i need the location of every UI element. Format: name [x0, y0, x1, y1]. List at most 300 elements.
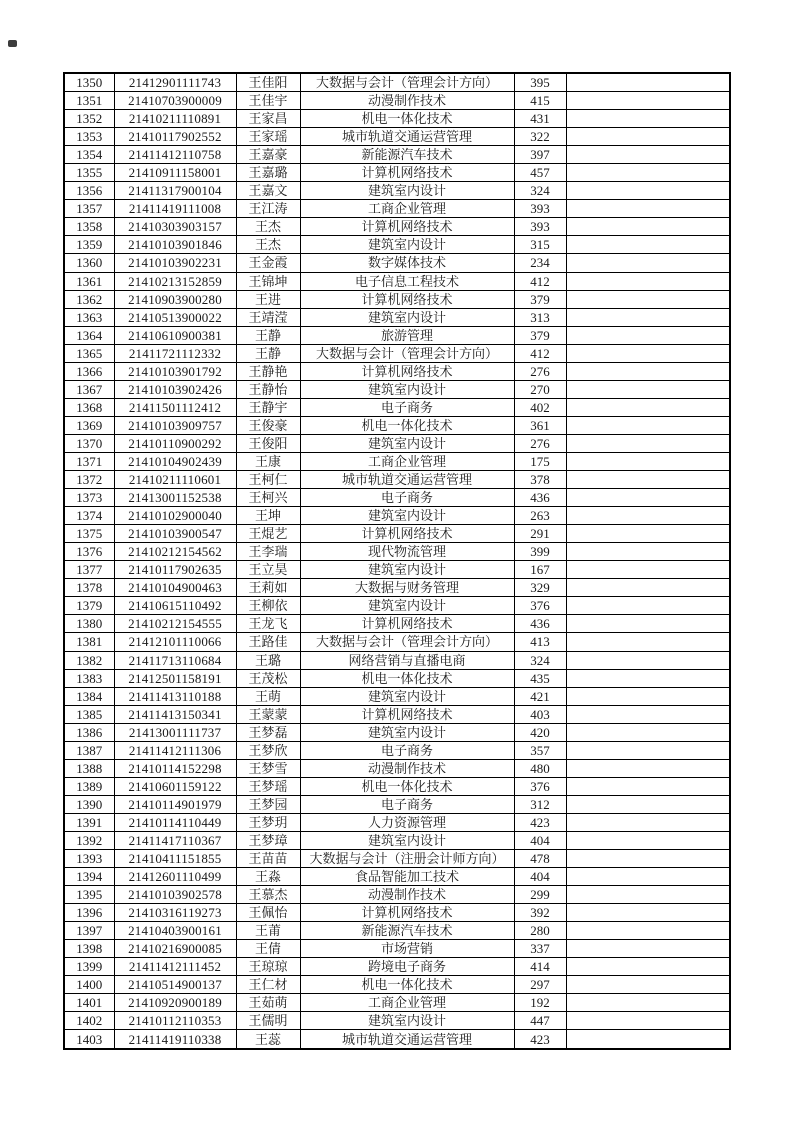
empty-cell — [566, 976, 730, 994]
table-row — [64, 561, 730, 579]
score-cell: 421 — [514, 687, 566, 705]
seq-cell: 1375 — [64, 525, 114, 543]
empty-cell — [566, 128, 730, 146]
name-cell: 王柳依 — [236, 597, 300, 615]
score-cell: 376 — [514, 777, 566, 795]
empty-cell — [566, 868, 730, 886]
table-row — [64, 110, 730, 128]
student-id-cell: 21410104902439 — [114, 452, 236, 470]
seq-cell: 1356 — [64, 182, 114, 200]
table-row — [64, 200, 730, 218]
seq-cell: 1359 — [64, 236, 114, 254]
table-row — [64, 615, 730, 633]
major-cell: 大数据与会计（管理会计方向） — [300, 633, 514, 651]
student-id-cell: 21411412111452 — [114, 958, 236, 976]
table-row — [64, 687, 730, 705]
student-id-cell: 21410212154555 — [114, 615, 236, 633]
seq-cell: 1360 — [64, 254, 114, 272]
student-id-cell: 21412501158191 — [114, 669, 236, 687]
student-id-cell: 21411713110684 — [114, 651, 236, 669]
name-cell: 王静 — [236, 326, 300, 344]
major-cell: 动漫制作技术 — [300, 886, 514, 904]
seq-cell: 1353 — [64, 128, 114, 146]
major-cell: 大数据与会计（管理会计方向） — [300, 73, 514, 92]
name-cell: 王佩怡 — [236, 904, 300, 922]
table-row — [64, 831, 730, 849]
empty-cell — [566, 940, 730, 958]
name-cell: 王静 — [236, 344, 300, 362]
student-id-cell: 21411317900104 — [114, 182, 236, 200]
table-row — [64, 344, 730, 362]
seq-cell: 1355 — [64, 164, 114, 182]
table-row — [64, 416, 730, 434]
seq-cell: 1354 — [64, 146, 114, 164]
empty-cell — [566, 308, 730, 326]
major-cell: 建筑室内设计 — [300, 597, 514, 615]
score-cell: 322 — [514, 128, 566, 146]
empty-cell — [566, 1012, 730, 1030]
table-row — [64, 940, 730, 958]
seq-cell: 1390 — [64, 795, 114, 813]
table-row — [64, 741, 730, 759]
major-cell: 建筑室内设计 — [300, 308, 514, 326]
table-row — [64, 471, 730, 489]
score-cell: 413 — [514, 633, 566, 651]
name-cell: 王静艳 — [236, 362, 300, 380]
table-row — [64, 218, 730, 236]
student-id-cell: 21410615110492 — [114, 597, 236, 615]
score-cell: 192 — [514, 994, 566, 1012]
name-cell: 王梦园 — [236, 795, 300, 813]
score-cell: 329 — [514, 579, 566, 597]
score-cell: 393 — [514, 200, 566, 218]
major-cell: 现代物流管理 — [300, 543, 514, 561]
major-cell: 建筑室内设计 — [300, 182, 514, 200]
scan-artifact-mark — [8, 40, 17, 47]
score-cell: 420 — [514, 723, 566, 741]
major-cell: 计算机网络技术 — [300, 615, 514, 633]
empty-cell — [566, 182, 730, 200]
seq-cell: 1374 — [64, 507, 114, 525]
student-id-cell: 21410513900022 — [114, 308, 236, 326]
table-row — [64, 398, 730, 416]
empty-cell — [566, 398, 730, 416]
major-cell: 计算机网络技术 — [300, 164, 514, 182]
seq-cell: 1376 — [64, 543, 114, 561]
table-row — [64, 164, 730, 182]
empty-cell — [566, 434, 730, 452]
name-cell: 王柯兴 — [236, 489, 300, 507]
score-cell: 399 — [514, 543, 566, 561]
score-cell: 431 — [514, 110, 566, 128]
name-cell: 王璐 — [236, 651, 300, 669]
major-cell: 市场营销 — [300, 940, 514, 958]
name-cell: 王莆 — [236, 922, 300, 940]
major-cell: 工商企业管理 — [300, 452, 514, 470]
major-cell: 电子信息工程技术 — [300, 272, 514, 290]
name-cell: 王俊豪 — [236, 416, 300, 434]
empty-cell — [566, 777, 730, 795]
seq-cell: 1398 — [64, 940, 114, 958]
major-cell: 电子商务 — [300, 741, 514, 759]
table-row — [64, 1012, 730, 1030]
score-cell: 414 — [514, 958, 566, 976]
major-cell: 大数据与会计（管理会计方向） — [300, 344, 514, 362]
score-cell: 378 — [514, 471, 566, 489]
empty-cell — [566, 416, 730, 434]
table-row — [64, 525, 730, 543]
name-cell: 王萌 — [236, 687, 300, 705]
name-cell: 王焜艺 — [236, 525, 300, 543]
score-cell: 402 — [514, 398, 566, 416]
table-row — [64, 723, 730, 741]
student-id-cell: 21410103902231 — [114, 254, 236, 272]
empty-cell — [566, 741, 730, 759]
seq-cell: 1361 — [64, 272, 114, 290]
student-id-cell: 21410103900547 — [114, 525, 236, 543]
score-cell: 412 — [514, 272, 566, 290]
name-cell: 王梦磊 — [236, 723, 300, 741]
table-row — [64, 434, 730, 452]
seq-cell: 1397 — [64, 922, 114, 940]
score-cell: 447 — [514, 1012, 566, 1030]
table-row — [64, 308, 730, 326]
table-row — [64, 326, 730, 344]
name-cell: 王莉如 — [236, 579, 300, 597]
seq-cell: 1394 — [64, 868, 114, 886]
major-cell: 网络营销与直播电商 — [300, 651, 514, 669]
seq-cell: 1365 — [64, 344, 114, 362]
empty-cell — [566, 110, 730, 128]
name-cell: 王蕊 — [236, 1030, 300, 1049]
student-id-cell: 21410114152298 — [114, 759, 236, 777]
major-cell: 人力资源管理 — [300, 813, 514, 831]
major-cell: 建筑室内设计 — [300, 434, 514, 452]
empty-cell — [566, 615, 730, 633]
major-cell: 建筑室内设计 — [300, 723, 514, 741]
seq-cell: 1383 — [64, 669, 114, 687]
seq-cell: 1379 — [64, 597, 114, 615]
score-cell: 234 — [514, 254, 566, 272]
seq-cell: 1400 — [64, 976, 114, 994]
empty-cell — [566, 326, 730, 344]
major-cell: 电子商务 — [300, 398, 514, 416]
empty-cell — [566, 380, 730, 398]
student-id-cell: 21410112110353 — [114, 1012, 236, 1030]
student-id-cell: 21410103909757 — [114, 416, 236, 434]
student-id-cell: 21410911158001 — [114, 164, 236, 182]
table-row — [64, 597, 730, 615]
major-cell: 旅游管理 — [300, 326, 514, 344]
empty-cell — [566, 236, 730, 254]
name-cell: 王金霞 — [236, 254, 300, 272]
seq-cell: 1396 — [64, 904, 114, 922]
student-id-cell: 21411419111008 — [114, 200, 236, 218]
score-cell: 379 — [514, 290, 566, 308]
major-cell: 城市轨道交通运营管理 — [300, 128, 514, 146]
seq-cell: 1382 — [64, 651, 114, 669]
name-cell: 王茹萌 — [236, 994, 300, 1012]
empty-cell — [566, 886, 730, 904]
empty-cell — [566, 958, 730, 976]
seq-cell: 1391 — [64, 813, 114, 831]
seq-cell: 1369 — [64, 416, 114, 434]
name-cell: 王路佳 — [236, 633, 300, 651]
seq-cell: 1392 — [64, 831, 114, 849]
empty-cell — [566, 254, 730, 272]
score-cell: 436 — [514, 615, 566, 633]
student-id-cell: 21411413110188 — [114, 687, 236, 705]
table-row — [64, 922, 730, 940]
major-cell: 城市轨道交通运营管理 — [300, 1030, 514, 1049]
student-id-cell: 21410316119273 — [114, 904, 236, 922]
name-cell: 王梦瑶 — [236, 777, 300, 795]
major-cell: 计算机网络技术 — [300, 705, 514, 723]
student-id-cell: 21410104900463 — [114, 579, 236, 597]
table-row — [64, 886, 730, 904]
seq-cell: 1350 — [64, 73, 114, 92]
name-cell: 王苗苗 — [236, 850, 300, 868]
empty-cell — [566, 452, 730, 470]
name-cell: 王家昌 — [236, 110, 300, 128]
score-cell: 291 — [514, 525, 566, 543]
major-cell: 机电一体化技术 — [300, 416, 514, 434]
name-cell: 王锦坤 — [236, 272, 300, 290]
student-id-cell: 21410117902552 — [114, 128, 236, 146]
score-cell: 457 — [514, 164, 566, 182]
table-row — [64, 146, 730, 164]
table-row — [64, 92, 730, 110]
student-id-cell: 21410213152859 — [114, 272, 236, 290]
score-cell: 361 — [514, 416, 566, 434]
student-id-cell: 21410211110891 — [114, 110, 236, 128]
name-cell: 王江涛 — [236, 200, 300, 218]
table-row — [64, 452, 730, 470]
seq-cell: 1389 — [64, 777, 114, 795]
seq-cell: 1358 — [64, 218, 114, 236]
score-table-body — [64, 73, 730, 1049]
score-cell: 312 — [514, 795, 566, 813]
table-row — [64, 904, 730, 922]
major-cell: 计算机网络技术 — [300, 362, 514, 380]
major-cell: 动漫制作技术 — [300, 759, 514, 777]
student-id-cell: 21412901111743 — [114, 73, 236, 92]
name-cell: 王坤 — [236, 507, 300, 525]
score-cell: 404 — [514, 868, 566, 886]
table-row — [64, 850, 730, 868]
major-cell: 机电一体化技术 — [300, 669, 514, 687]
name-cell: 王柯仁 — [236, 471, 300, 489]
table-row — [64, 1030, 730, 1049]
score-cell: 263 — [514, 507, 566, 525]
empty-cell — [566, 904, 730, 922]
name-cell: 王蒙蒙 — [236, 705, 300, 723]
seq-cell: 1388 — [64, 759, 114, 777]
empty-cell — [566, 597, 730, 615]
name-cell: 王李瑞 — [236, 543, 300, 561]
empty-cell — [566, 922, 730, 940]
student-id-cell: 21410211110601 — [114, 471, 236, 489]
empty-cell — [566, 633, 730, 651]
student-id-cell: 21410303903157 — [114, 218, 236, 236]
table-row — [64, 290, 730, 308]
name-cell: 王琼琼 — [236, 958, 300, 976]
student-id-cell: 21411417110367 — [114, 831, 236, 849]
seq-cell: 1402 — [64, 1012, 114, 1030]
seq-cell: 1367 — [64, 380, 114, 398]
table-row — [64, 705, 730, 723]
seq-cell: 1373 — [64, 489, 114, 507]
seq-cell: 1399 — [64, 958, 114, 976]
student-id-cell: 21410103902426 — [114, 380, 236, 398]
student-score-table — [63, 72, 731, 1050]
empty-cell — [566, 200, 730, 218]
empty-cell — [566, 471, 730, 489]
name-cell: 王倩 — [236, 940, 300, 958]
score-cell: 480 — [514, 759, 566, 777]
score-cell: 423 — [514, 1030, 566, 1049]
seq-cell: 1395 — [64, 886, 114, 904]
name-cell: 王杰 — [236, 218, 300, 236]
student-id-cell: 21410920900189 — [114, 994, 236, 1012]
score-cell: 315 — [514, 236, 566, 254]
empty-cell — [566, 831, 730, 849]
empty-cell — [566, 561, 730, 579]
major-cell: 工商企业管理 — [300, 994, 514, 1012]
major-cell: 大数据与财务管理 — [300, 579, 514, 597]
score-cell: 436 — [514, 489, 566, 507]
name-cell: 王靖滢 — [236, 308, 300, 326]
student-id-cell: 21410216900085 — [114, 940, 236, 958]
empty-cell — [566, 651, 730, 669]
major-cell: 工商企业管理 — [300, 200, 514, 218]
student-id-cell: 21412101110066 — [114, 633, 236, 651]
seq-cell: 1380 — [64, 615, 114, 633]
name-cell: 王嘉豪 — [236, 146, 300, 164]
major-cell: 机电一体化技术 — [300, 976, 514, 994]
score-cell: 423 — [514, 813, 566, 831]
empty-cell — [566, 543, 730, 561]
seq-cell: 1401 — [64, 994, 114, 1012]
major-cell: 建筑室内设计 — [300, 380, 514, 398]
score-cell: 376 — [514, 597, 566, 615]
major-cell: 建筑室内设计 — [300, 236, 514, 254]
name-cell: 王进 — [236, 290, 300, 308]
seq-cell: 1352 — [64, 110, 114, 128]
score-cell: 435 — [514, 669, 566, 687]
score-cell: 478 — [514, 850, 566, 868]
student-id-cell: 21410703900009 — [114, 92, 236, 110]
seq-cell: 1387 — [64, 741, 114, 759]
score-cell: 276 — [514, 434, 566, 452]
name-cell: 王康 — [236, 452, 300, 470]
score-cell: 313 — [514, 308, 566, 326]
score-cell: 357 — [514, 741, 566, 759]
name-cell: 王龙飞 — [236, 615, 300, 633]
major-cell: 建筑室内设计 — [300, 831, 514, 849]
score-cell: 395 — [514, 73, 566, 92]
empty-cell — [566, 525, 730, 543]
name-cell: 王淼 — [236, 868, 300, 886]
empty-cell — [566, 813, 730, 831]
name-cell: 王梦雪 — [236, 759, 300, 777]
name-cell: 王俊阳 — [236, 434, 300, 452]
table-row — [64, 380, 730, 398]
empty-cell — [566, 92, 730, 110]
table-row — [64, 128, 730, 146]
student-id-cell: 21410114901979 — [114, 795, 236, 813]
seq-cell: 1403 — [64, 1030, 114, 1049]
seq-cell: 1371 — [64, 452, 114, 470]
name-cell: 王儒明 — [236, 1012, 300, 1030]
score-cell: 403 — [514, 705, 566, 723]
empty-cell — [566, 579, 730, 597]
seq-cell: 1384 — [64, 687, 114, 705]
major-cell: 建筑室内设计 — [300, 1012, 514, 1030]
seq-cell: 1363 — [64, 308, 114, 326]
student-id-cell: 21410514900137 — [114, 976, 236, 994]
major-cell: 电子商务 — [300, 795, 514, 813]
name-cell: 王嘉文 — [236, 182, 300, 200]
table-row — [64, 759, 730, 777]
empty-cell — [566, 290, 730, 308]
seq-cell: 1362 — [64, 290, 114, 308]
table-row — [64, 976, 730, 994]
seq-cell: 1351 — [64, 92, 114, 110]
name-cell: 王嘉璐 — [236, 164, 300, 182]
name-cell: 王杰 — [236, 236, 300, 254]
score-cell: 324 — [514, 651, 566, 669]
empty-cell — [566, 994, 730, 1012]
major-cell: 计算机网络技术 — [300, 218, 514, 236]
major-cell: 食品智能加工技术 — [300, 868, 514, 886]
name-cell: 王静怡 — [236, 380, 300, 398]
student-id-cell: 21412601110499 — [114, 868, 236, 886]
table-row — [64, 651, 730, 669]
empty-cell — [566, 507, 730, 525]
table-row — [64, 579, 730, 597]
student-id-cell: 21410114110449 — [114, 813, 236, 831]
empty-cell — [566, 344, 730, 362]
seq-cell: 1381 — [64, 633, 114, 651]
table-row — [64, 272, 730, 290]
table-row — [64, 795, 730, 813]
student-id-cell: 21410102900040 — [114, 507, 236, 525]
student-id-cell: 21410110900292 — [114, 434, 236, 452]
student-id-cell: 21411501112412 — [114, 398, 236, 416]
major-cell: 计算机网络技术 — [300, 525, 514, 543]
score-cell: 415 — [514, 92, 566, 110]
score-cell: 175 — [514, 452, 566, 470]
major-cell: 电子商务 — [300, 489, 514, 507]
student-id-cell: 21410103901792 — [114, 362, 236, 380]
seq-cell: 1372 — [64, 471, 114, 489]
seq-cell: 1377 — [64, 561, 114, 579]
major-cell: 大数据与会计（注册会计师方向） — [300, 850, 514, 868]
empty-cell — [566, 362, 730, 380]
empty-cell — [566, 146, 730, 164]
name-cell: 王梦璋 — [236, 831, 300, 849]
seq-cell: 1370 — [64, 434, 114, 452]
major-cell: 建筑室内设计 — [300, 687, 514, 705]
seq-cell: 1364 — [64, 326, 114, 344]
score-cell: 412 — [514, 344, 566, 362]
score-cell: 167 — [514, 561, 566, 579]
student-id-cell: 21411721112332 — [114, 344, 236, 362]
score-cell: 392 — [514, 904, 566, 922]
table-row — [64, 813, 730, 831]
student-id-cell: 21413001152538 — [114, 489, 236, 507]
